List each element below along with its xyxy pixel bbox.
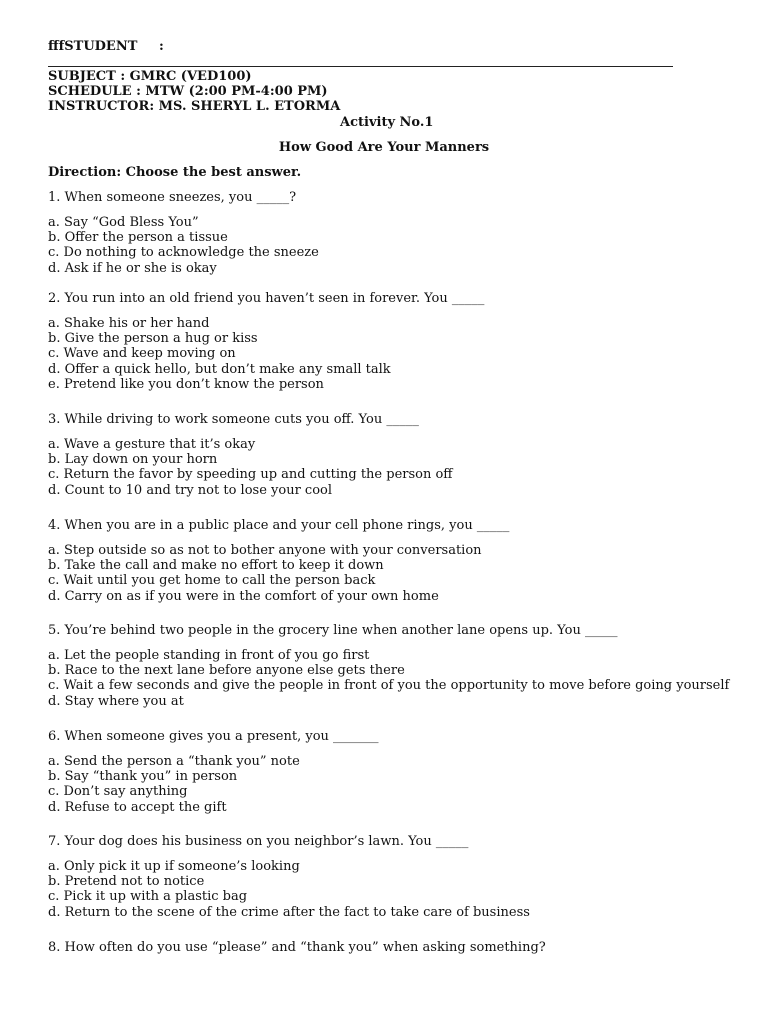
question-6: 6. When someone gives you a present, you _______: [48, 729, 379, 744]
student-colon: :: [159, 39, 164, 54]
question-8: 8. How often do you use “please” and “thank you” when asking something?: [48, 940, 546, 955]
question-7: 7. Your dog does his business on you neighbor’s lawn. You _____: [48, 834, 469, 849]
instructor-line: INSTRUCTOR: MS. SHERYL L. ETORMA: [48, 99, 341, 114]
question-5-option: d. Stay where you at: [48, 693, 184, 709]
question-2-option: b. Give the person a hug or kiss: [48, 331, 258, 347]
direction: Direction: Choose the best answer.: [48, 165, 302, 180]
question-5-option: a. Let the people standing in front of you go first: [48, 648, 370, 663]
student-underline: [48, 66, 673, 67]
question-6-option: a. Send the person a “thank you” note: [48, 754, 300, 769]
activity-title: Activity No.1: [340, 115, 434, 130]
schedule-line: SCHEDULE : MTW (2:00 PM-4:00 PM): [48, 84, 328, 99]
question-7-option: d. Return to the scene of the crime after the fact to take care of business: [48, 904, 530, 920]
question-6-option: d. Refuse to accept the gift: [48, 799, 227, 815]
question-3-option: a. Wave a gesture that it’s okay: [48, 437, 256, 452]
question-7-option: c. Pick it up with a plastic bag: [48, 889, 248, 905]
question-4-option: b. Take the call and make no effort to keep it down: [48, 558, 384, 574]
question-3-option: c. Return the favor by speeding up and cutting the person off: [48, 467, 453, 483]
subject-line: SUBJECT : GMRC (VED100): [48, 69, 252, 84]
activity-subtitle: How Good Are Your Manners: [278, 140, 490, 155]
question-2-option: a. Shake his or her hand: [48, 316, 210, 331]
question-7-option: a. Only pick it up if someone’s looking: [48, 859, 300, 874]
student-label: fffSTUDENT: [48, 39, 138, 54]
question-2-option: c. Wave and keep moving on: [48, 346, 236, 362]
question-3-option: b. Lay down on your horn: [48, 452, 218, 468]
question-2-option: e. Pretend like you don’t know the person: [48, 376, 324, 392]
question-1-option: a. Say “God Bless You”: [48, 215, 199, 230]
question-4-option: a. Step outside so as not to bother anyone with your conversation: [48, 543, 482, 558]
question-5-option: b. Race to the next lane before anyone else gets there: [48, 663, 405, 679]
question-4-option: c. Wait until you get home to call the person back: [48, 573, 376, 589]
question-5: 5. You’re behind two people in the grocery line when another lane opens up. You _____: [48, 623, 618, 638]
question-1: 1. When someone sneezes, you _____?: [48, 190, 297, 205]
question-1-option: d. Ask if he or she is okay: [48, 260, 217, 276]
question-3-option: d. Count to 10 and try not to lose your cool: [48, 482, 333, 498]
question-2-option: d. Offer a quick hello, but don’t make any small talk: [48, 361, 391, 377]
question-7-option: b. Pretend not to notice: [48, 874, 205, 890]
question-6-option: c. Don’t say anything: [48, 784, 188, 800]
question-1-option: b. Offer the person a tissue: [48, 230, 228, 246]
question-5-option: c. Wait a few seconds and give the people in front of you the opportunity to move before going yourself: [48, 678, 730, 694]
question-4: 4. When you are in a public place and your cell phone rings, you _____: [48, 518, 510, 533]
question-2: 2. You run into an old friend you haven’t seen in forever. You _____: [48, 291, 485, 306]
question-1-option: c. Do nothing to acknowledge the sneeze: [48, 245, 319, 261]
question-4-option: d. Carry on as if you were in the comfort of your own home: [48, 588, 439, 604]
question-3: 3. While driving to work someone cuts you off. You _____: [48, 412, 419, 427]
question-6-option: b. Say “thank you” in person: [48, 769, 238, 785]
